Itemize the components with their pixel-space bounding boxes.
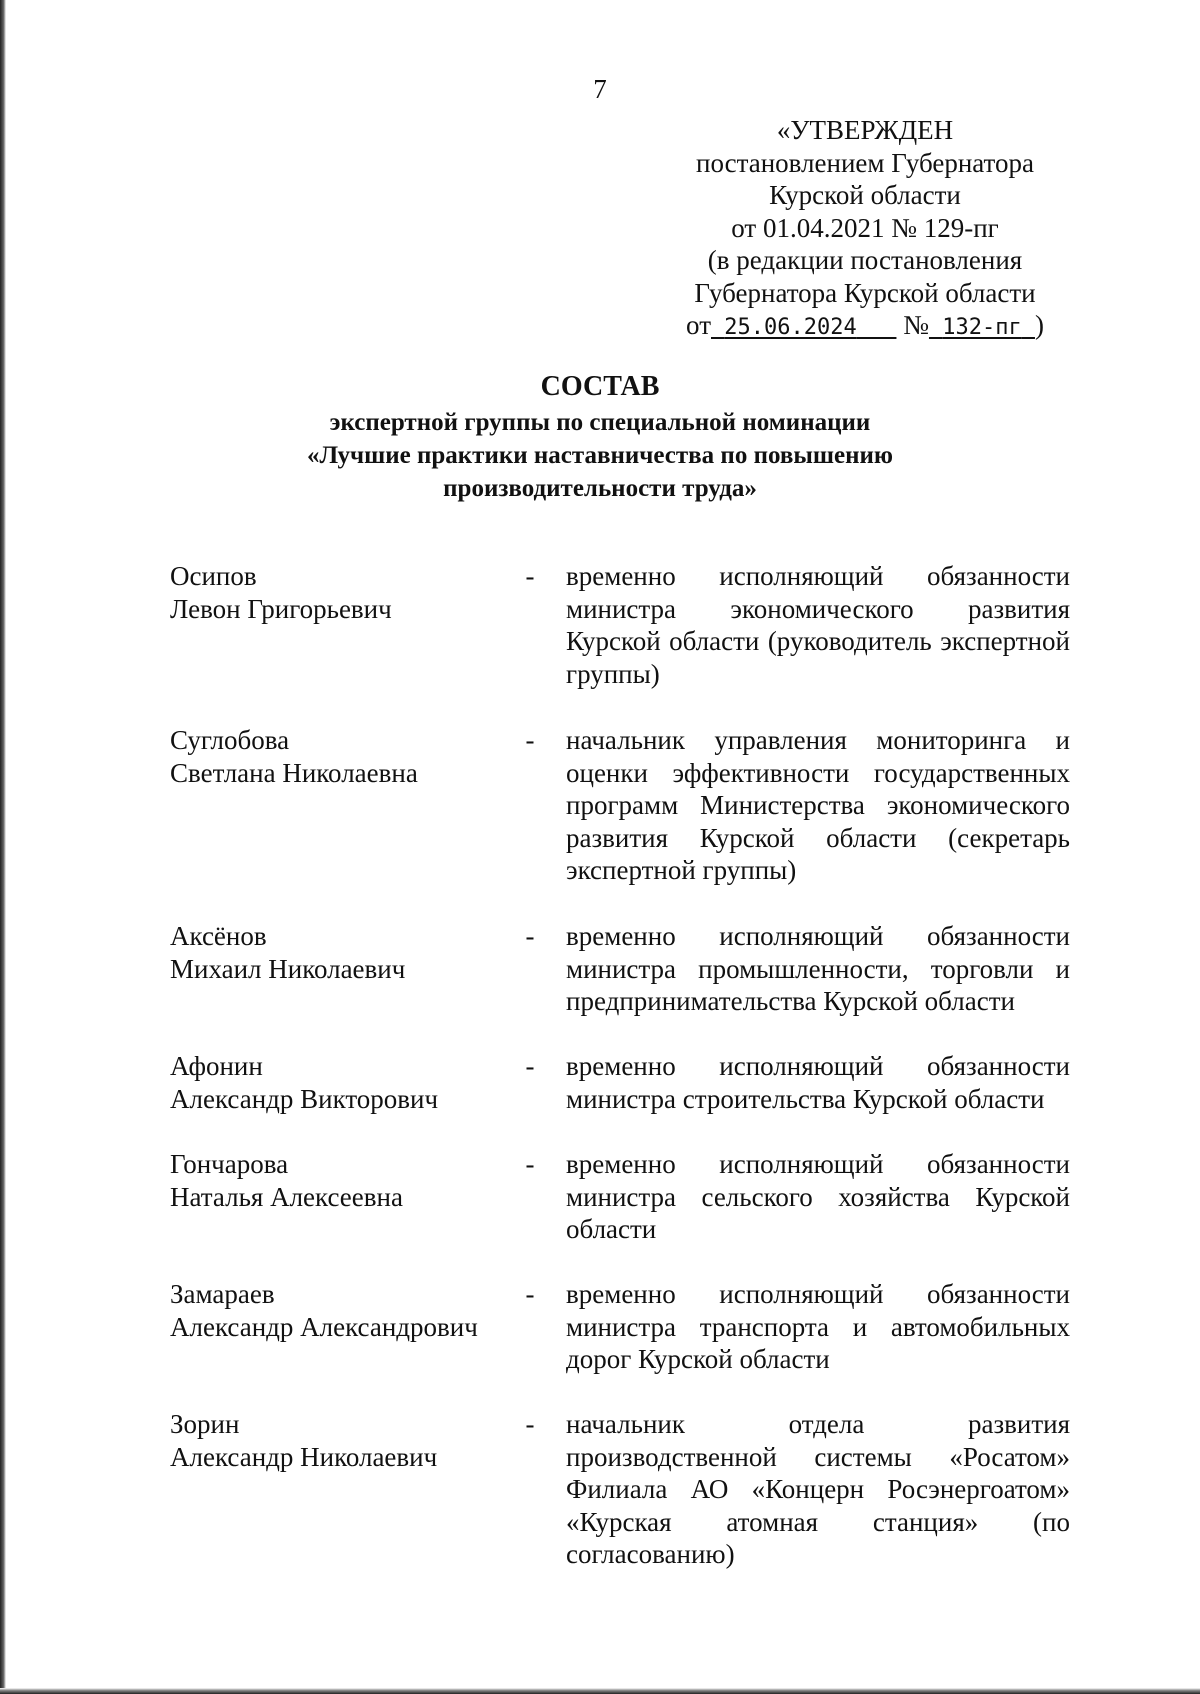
approval-stamp-block (640, 114, 1090, 345)
number-prefix: № (903, 310, 929, 340)
approval-line-6: Губернатора Курской области (694, 277, 1036, 308)
member-dash: - (525, 1409, 535, 1439)
member-surname: Суглобова (170, 725, 290, 755)
approval-line-3: Курской области (769, 180, 961, 210)
member-role: временно исполняющий обязанности министра транспорта и автомобильных дорог Курской области (566, 1279, 1070, 1374)
member-dash: - (525, 921, 535, 951)
document-heading (150, 368, 1050, 505)
member-surname: Гончарова (170, 1149, 289, 1179)
member-role: временно исполняющий обязанности министра сельского хозяйства Курской области (566, 1149, 1070, 1244)
member-dash: - (525, 1051, 535, 1081)
member-name (170, 1050, 510, 1115)
date-value: 25.06.2024 (724, 315, 857, 340)
member-given-names: Левон Григорьевич (170, 593, 392, 624)
approval-line-1: «УТВЕРЖДЕН (776, 115, 954, 145)
member-given-names: Александр Александрович (170, 1311, 478, 1342)
member-dash: - (525, 561, 535, 591)
member-role: временно исполняющий обязанности министра строительства Курской области (566, 1051, 1070, 1114)
approval-line-5: (в редакции постановления (707, 245, 1023, 275)
closing-paren: ) (1034, 310, 1044, 340)
member-given-names: Михаил Николаевич (170, 953, 406, 984)
member-role: временно исполняющий обязанности министра экономического развития Курской области (руководитель экспертной группы) (566, 561, 1070, 689)
member-surname: Осипов (170, 561, 257, 591)
member-name (170, 560, 510, 625)
member-name (170, 1278, 510, 1343)
member-name (170, 920, 510, 985)
member-name (170, 724, 510, 789)
member-name (170, 1148, 510, 1213)
member-given-names: Александр Николаевич (170, 1441, 438, 1472)
member-name (170, 1408, 510, 1473)
approval-date-line (640, 309, 1090, 345)
member-given-names: Наталья Алексеевна (170, 1181, 403, 1212)
heading-subtitle-2: «Лучшие практики наставничества по повышению (306, 442, 893, 469)
member-surname: Замараев (170, 1279, 275, 1309)
member-dash: - (525, 725, 535, 755)
member-given-names: Александр Викторович (170, 1083, 439, 1114)
scan-edge-left (0, 0, 6, 1694)
member-role: начальник отдела развития производственной системы «Росатом» Филиала АО «Концерн Росэнергоатом» «Курская атомная станция» (по согласованию) (566, 1409, 1070, 1569)
member-dash: - (525, 1149, 535, 1179)
approval-line-4: от 01.04.2021 № 129-пг (731, 212, 999, 243)
member-role: временно исполняющий обязанности министра промышленности, торговли и предпринимательства Курской области (566, 921, 1070, 1016)
scan-edge-bottom (0, 1688, 1200, 1694)
approval-line-2: постановлением Губернатора (696, 147, 1034, 178)
heading-title: СОСТАВ (540, 371, 660, 402)
page-number: 7 (593, 74, 607, 104)
member-role: начальник управления мониторинга и оценки эффективности государственных программ Министерства экономического развития Курской области (секретарь экспертной группы) (566, 725, 1070, 885)
member-dash: - (525, 1279, 535, 1309)
number-value: 132-пг (942, 315, 1022, 340)
member-given-names: Светлана Николаевна (170, 757, 418, 788)
heading-subtitle-3: производительности труда» (443, 475, 757, 502)
date-prefix: от (686, 310, 711, 340)
heading-subtitle-1: экспертной группы по специальной номинации (329, 409, 871, 436)
member-surname: Зорин (170, 1409, 240, 1439)
member-surname: Афонин (170, 1051, 263, 1081)
member-surname: Аксёнов (170, 921, 267, 951)
